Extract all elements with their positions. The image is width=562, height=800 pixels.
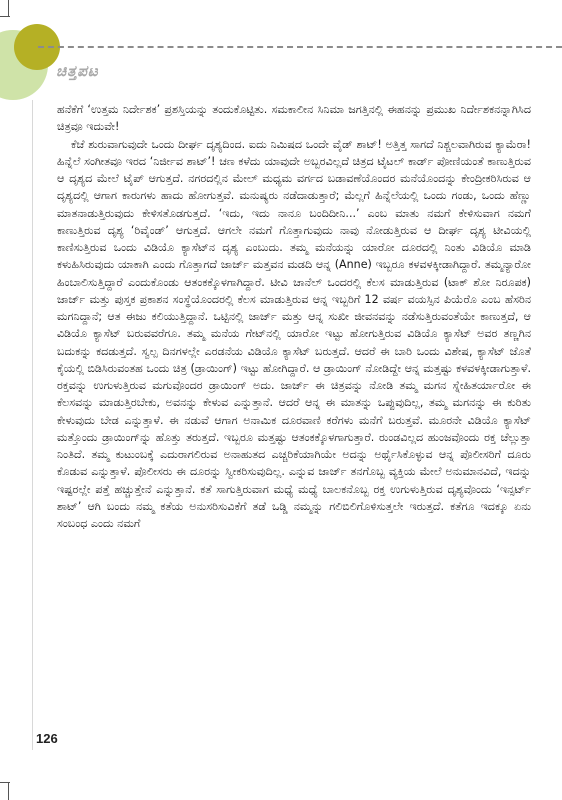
paragraph-2: ಕೆಚೆ ಶುರುವಾಗುವುದೇ ಒಂದು ದೀರ್ಘ ದೃಶ್ಯದಿಂದ. ಐದು ನಿಮಿಷದ ಒಂದೇ ವೈಡ್ ಶಾಟ್! ಅತ್ತಿತ್ತ ಸಾಗದೆ ನಿಶ್ಚಲವಾಗಿರುವ ಕ್ಯಾಮೆರಾ! ಹಿನ್ನೆಲೆ ಸಂಗೀತವೂ ಇರದ ‘ನಿರ್ಜೀವ ಶಾಟ್’! ಚಣ ಕಳೆದು ಯಾವುದೇ ಅಬ್ಬರವಿಲ್ಲದೆ ಚಿತ್ರದ ಟೈಟಲ್ ಕಾರ್ಡ್ ಪೋಣಿಯಂತೆ ಕಾಣುತ್ತಿರುವ ಆ ದೃಶ್ಯದ ಮೇಲೆ ಟೈಪ್ ಆಗುತ್ತದೆ. ನಗರದಲ್ಲಿನ ಮೇಲ್ ಮಧ್ಯಮ ವರ್ಗದ ಬಡಾವಣೆಯೊಂದರ ಮನೆಯೊಂದನ್ನು ಕೇಂದ್ರೀಕರಿಸಿರುವ ಆ ದೃಶ್ಯದಲ್ಲಿ ಆಗಾಗ ಕಾರುಗಳು ಹಾದು ಹೋಗುತ್ತವೆ. ಮನುಷ್ಯರು ನಡೆದಾಡುತ್ತಾರೆ; ಮೆಲ್ಲಗೆ ಹಿನ್ನೆಲೆಯಲ್ಲಿ ಒಂದು ಗಂಡು, ಒಂದು ಹೆಣ್ಣು ಮಾತನಾಡುತ್ತಿರುವುದು ಕೇಳಿಸತೊಡಗುತ್ತದೆ. ‘ಇದು, ಇದು ನಾನೂ ಬಂದಿದೀನಿ...’ ಎಂಬ ಮಾತು ನಮಗೆ ಕೇಳಿಸುವಾಗ ನಮಗೆ ಕಾಣುತ್ತಿರುವ ದೃಶ್ಯ ‘ರಿವೈಂಡ್’ ಆಗುತ್ತದೆ. ಆಗಲೇ ನಮಗೆ ಗೊತ್ತಾಗುವುದು ನಾವು ನೋಡುತ್ತಿರುವ ಆ ದೀರ್ಘ ದೃಶ್ಯ ಟೀವಿಯಲ್ಲಿ ಕಾಣಿಸುತ್ತಿರುವ ಒಂದು ವಿಡಿಯೊ ಕ್ಯಾಸೆಟ್‌ನ ದೃಶ್ಯ ಎಂಬುದು. ತಮ್ಮ ಮನೆಯನ್ನು ಯಾರೋ ದೂರದಲ್ಲಿ ನಿಂತು ವಿಡಿಯೊ ಮಾಡಿ ಕಳುಹಿಸಿರುವುದು ಯಾಕಾಗಿ ಎಂದು ಗೊತ್ತಾಗದೆ ಜಾರ್ಜ್ ಮತ್ತವನ ಮಡದಿ ಆನ್ನ (Anne) ಇಬ್ಬರೂ ಕಳವಳಕ್ಕೀಡಾಗಿದ್ದಾರೆ. ತಮ್ಮನ್ಯಾರೋ ಹಿಂಬಾಲಿಸುತ್ತಿದ್ದಾರೆ ಎಂದುಕೊಂಡು ಆತಂಕಕ್ಕೊಳಗಾಗಿದ್ದಾರೆ. ಟೀವಿ ಚಾನೆಲ್ ಒಂದರಲ್ಲಿ ಕೆಲಸ ಮಾಡುತ್ತಿರುವ (ಟಾಕ್ ಶೋ ನಿರೂಪಕ) ಜಾರ್ಜ್ ಮತ್ತು ಪುಸ್ತಕ ಪ್ರಕಾಶನ ಸಂಸ್ಥೆಯೊಂದರಲ್ಲಿ ಕೆಲಸ ಮಾಡುತ್ತಿರುವ ಆನ್ನ ಇಬ್ಬರಿಗೆ 12 ವರ್ಷ ವಯಸ್ಸಿನ ಪಿಯೆರೊ ಎಂಬ ಹೆಸರಿನ ಮಗನಿದ್ದಾನೆ; ಆತ ಈಜು ಕಲಿಯುತ್ತಿದ್ದಾನೆ. ಒಟ್ಟಿನಲ್ಲಿ ಜಾರ್ಜ್ ಮತ್ತು ಆನ್ನ ಸುಖೀ ಜೀವನವನ್ನು ನಡೆಸುತ್ತಿರುವಂತೆಯೇ ಕಾಣುತ್ತದೆ, ಆ ವಿಡಿಯೊ ಕ್ಯಾಸೆಟ್ ಬರುವವರೆಗೂ. ತಮ್ಮ ಮನೆಯ ಗೇಟ್‌ನಲ್ಲಿ ಯಾರೋ ಇಟ್ಟು ಹೋಗುತ್ತಿರುವ ವಿಡಿಯೊ ಕ್ಯಾಸೆಟ್ ಅವರ ತಣ್ಣಗಿನ ಬದುಕನ್ನು ಕದಡುತ್ತದೆ. ಸ್ವಲ್ಪ ದಿನಗಳಲ್ಲೇ ಎರಡನೆಯ ವಿಡಿಯೊ ಕ್ಯಾಸೆಟ್ ಬರುತ್ತದೆ. ಆದರೆ ಈ ಬಾರಿ ಒಂದು ವಿಶೇಷ, ಕ್ಯಾಸೆಟ್ ಜೊತೆ ಕೈಯಲ್ಲಿ ಬಿಡಿಸಿರುವಂತಹ ಒಂದು ಚಿತ್ರ (ಡ್ರಾಯಿಂಗ್) ಇಟ್ಟು ಹೋಗಿದ್ದಾರೆ. ಆ ಡ್ರಾಯಿಂಗ್ ನೋಡಿದ್ದೇ ಆನ್ನ ಮತ್ತಷ್ಟು ಕಳವಳಕ್ಕೀಡಾಗುತ್ತಾಳೆ. ರಕ್ತವನ್ನು ಉಗುಳುತ್ತಿರುವ ಮಗುವೊಂದರ ಡ್ರಾಯಿಂಗ್ ಅದು. ಜಾರ್ಜ್ ಈ ಚಿತ್ರವನ್ನು ನೋಡಿ ತಮ್ಮ ಮಗನ ಸ್ನೇಹಿತರ್ಯಾರೋ ಈ ಕೆಲಸವನ್ನು ಮಾಡುತ್ತಿರಬೇಕು, ಅವನನ್ನು ಕೇಳುವ ಎನ್ನುತ್ತಾನೆ. ಆದರೆ ಆನ್ನ ಈ ಮಾತನ್ನು ಒಪ್ಪುವುದಿಲ್ಲ, ತಮ್ಮ ಮಗನನ್ನು ಈ ಕುರಿತು ಕೇಳುವುದು ಬೇಡ ಎನ್ನುತ್ತಾಳೆ. ಈ ನಡುವೆ ಆಗಾಗ ಅನಾಮಿಕ ದೂರವಾಣಿ ಕರೆಗಳು ಮನೆಗೆ ಬರುತ್ತವೆ. ಮೂರನೇ ವಿಡಿಯೊ ಕ್ಯಾಸೆಟ್ ಮತ್ತೊಂದು ಡ್ರಾಯಿಂಗ್‌ನ್ನು ಹೊತ್ತು ತರುತ್ತದೆ. ಇಬ್ಬರೂ ಮತ್ತಷ್ಟು ಆತಂಕಕ್ಕೊಳಗಾಗುತ್ತಾರೆ. ರುಂಡವಿಲ್ಲದ ಹುಂಜವೊಂದು ರಕ್ತ ಚೆಲ್ಲುತ್ತಾ ನಿಂತಿದೆ. ತಮ್ಮ ಕುಟುಂಬಕ್ಕೆ ಎದುರಾಗಲಿರುವ ಅನಾಹುತದ ಎಚ್ಚರಿಕೆಯಾಗಿಯೇ ಅದನ್ನು ಅರ್ಥೈಸಿಕೊಳ್ಳುವ ಆನ್ನ ಪೊಲೀಸರಿಗೆ ದೂರು ಕೊಡುವ ಎನ್ನುತ್ತಾಳೆ. ಪೊಲೀಸರು ಈ ದೂರನ್ನು ಸ್ವೀಕರಿಸುವುದಿಲ್ಲ. ಎನ್ನುವ ಜಾರ್ಜ್ ತನಗೊಬ್ಬ ವ್ಯಕ್ತಿಯ ಮೇಲೆ ಅನುಮಾನವಿದೆ, ಇದನ್ನು ಇಷ್ಟರಲ್ಲೇ ಪತ್ತೆ ಹಚ್ಚುತ್ತೇನೆ ಎನ್ನುತ್ತಾನೆ. ಕತೆ ಸಾಗುತ್ತಿರುವಾಗ ಮಧ್ಯೆ ಮಧ್ಯೆ ಬಾಲಕನೊಬ್ಬ ರಕ್ತ ಉಗುಳುತ್ತಿರುವ ದೃಶ್ಯವೊಂದು ‘ಇನ್ಸರ್ಟ್ ಶಾಟ್’ ಆಗಿ ಬಂದು ನಮ್ಮ ಕತೆಯ ಅನುಸರಿಸುವಿಕೆಗೆ ತಡೆ ಒಡ್ಡಿ ನಮ್ಮನ್ನು ಗಲಿಬಿಲಿಗೊಳಿಸುತ್ತಲೇ ಇರುತ್ತದೆ. ಕತೆಗೂ ಇದಕ್ಕೂ ಏನು ಸಂಬಂಧ ಎಂದು ನಮಗೆ — [57, 137, 531, 530]
margin-rule — [32, 100, 33, 750]
paragraph-1: ಹನೆಕೆಗೆ ‘ಉತ್ತಮ ನಿರ್ದೇಶಕ’ ಪ್ರಶಸ್ತಿಯನ್ನು ತಂದುಕೊಟ್ಟಿತು. ಸಮಕಾಲೀನ ಸಿನಿಮಾ ಜಗತ್ತಿನಲ್ಲಿ ಈಹನನ್ನು ಪ್ರಮುಖ ನಿರ್ದೇಶಕನನ್ನಾಗಿಸಿದ ಚಿತ್ರವೂ ಇದುವೇ! — [57, 103, 531, 134]
crop-mark-bottom-left-v — [8, 782, 9, 800]
crop-mark-top-left-h — [0, 16, 10, 17]
article-body — [57, 101, 531, 532]
header-dashed-rule — [38, 46, 562, 48]
crop-mark-top-left-v — [8, 0, 9, 16]
section-title: ಚಿತ್ತಪಟ — [56, 62, 99, 80]
crop-mark-bottom-left-h — [0, 782, 10, 783]
page-number: 126 — [36, 731, 58, 746]
